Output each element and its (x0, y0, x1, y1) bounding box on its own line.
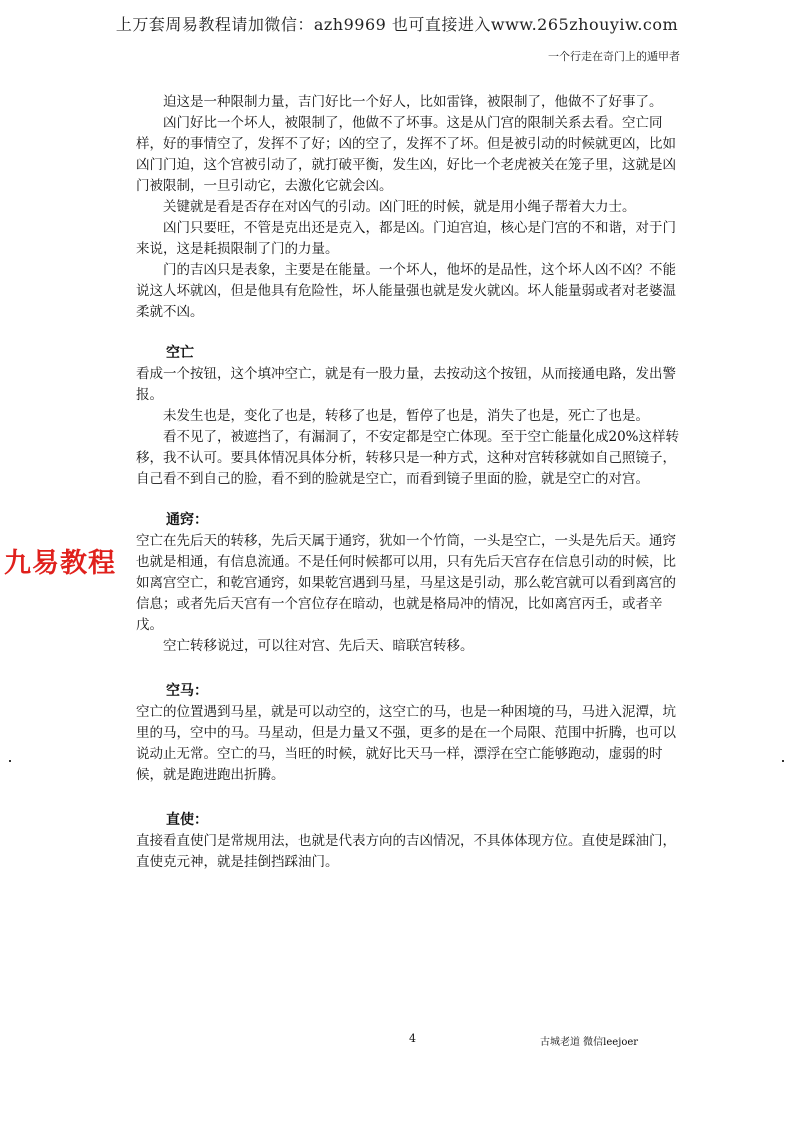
body-paragraph: 空亡在先后天的转移，先后天属于通窍，犹如一个竹筒，一头是空亡，一头是先后天。通窍也就是相通，有信息流通。不是任何时候都可以用，只有先后天宫存在信息引动的时候，比如离宫空亡，和乾宫通窍，如果乾宫遇到马星，马星这是引动，那么乾宫就可以看到离宫的信息；或者先后天宫有一个宫位存在暗动，也就是格局冲的情况，比如离宫丙壬，或者辛戊。 (136, 533, 676, 633)
body-paragraph: 看不见了，被遮挡了，有漏洞了，不安定都是空亡体现。至于空亡能量化成20%这样转移，我不认可。要具体情况具体分析，转移只是一种方式，这种对宫转移就如自己照镜子，自己看不到自己的脸，看不到的脸就是空亡，而看到镜子里面的脸，就是空亡的对宫。 (136, 429, 680, 487)
page-number: 4 (409, 1032, 416, 1045)
body-paragraph: 门的吉凶只是表象，主要是在能量。一个坏人，他坏的是品性，这个坏人凶不凶？不能说这人坏就凶，但是他具有危险性，坏人能量强也就是发火就凶。坏人能量弱或者对老婆温柔就不凶。 (136, 262, 676, 320)
section-spacer (136, 786, 684, 810)
body-paragraph: 关键就是看是否存在对凶气的引动。凶门旺的时候，就是用小绳子帮着大力士。 (163, 199, 636, 215)
body-paragraph: 凶门只要旺，不管是克出还是克入，都是凶。门迫宫迫，核心是门宫的不和谐，对于门来说，这是耗损限制了门的力量。 (136, 220, 676, 257)
body-paragraph: 空亡的位置遇到马星，就是可以动空的，这空亡的马，也是一种困境的马，马进入泥潭，坑里的马，空中的马。马星动，但是力量又不强，更多的是在一个局限、范围中折腾，也可以说动止无常。空亡的马，当旺的时候，就好比天马一样，漂浮在空亡能够跑动，虚弱的时候，就是跑进跑出折腾。 (136, 704, 676, 783)
body-paragraph: 未发生也是，变化了也是，转移了也是，暂停了也是，消失了也是，死亡了也是。 (163, 408, 649, 424)
section-heading-zhishi: 直使： (166, 812, 208, 828)
body-paragraph: 直接看直使门是常规用法，也就是代表方向的吉凶情况，不具体体现方位。直使是踩油门，直使克元神，就是挂倒挡踩油门。 (136, 833, 676, 870)
watermark-logo: 九易教程 (4, 548, 116, 579)
running-title: 一个行走在奇门上的遁甲者 (548, 50, 680, 63)
section-heading-tongqiao: 通窍： (166, 512, 208, 528)
section-spacer (136, 490, 684, 510)
page-body (136, 92, 684, 873)
section-spacer (136, 323, 684, 343)
body-paragraph: 空亡转移说过，可以往对宫、先后天、暗联宫转移。 (163, 638, 474, 654)
scan-speck (9, 760, 11, 762)
body-paragraph: 看成一个按钮，这个填冲空亡，就是有一股力量，去按动这个按钮，从而接通电路，发出警报。 (136, 366, 676, 403)
section-heading-kongwang: 空亡 (166, 345, 194, 361)
top-banner: 上万套周易教程请加微信：azh9969 也可直接进入www.265zhouyiw.com (115, 15, 679, 34)
body-paragraph: 迫这是一种限制力量，吉门好比一个好人，比如雷锋，被限制了，他做不了好事了。 (163, 94, 663, 110)
scan-speck (782, 760, 784, 762)
body-paragraph: 凶门好比一个坏人，被限制了，他做不了坏事。这是从门宫的限制关系去看。空亡同样，好的事情空了，发挥不了好；凶的空了，发挥不了坏。但是被引动的时候就更凶，比如凶门门迫，这个宫被引动了，就打破平衡，发生凶，好比一个老虎被关在笼子里，这就是凶门被限制，一旦引动它，去激化它就会凶。 (136, 115, 676, 194)
footer-author: 古城老道 微信leejoer (540, 1037, 639, 1048)
section-spacer (136, 657, 684, 681)
section-heading-kongma: 空马： (166, 683, 208, 699)
